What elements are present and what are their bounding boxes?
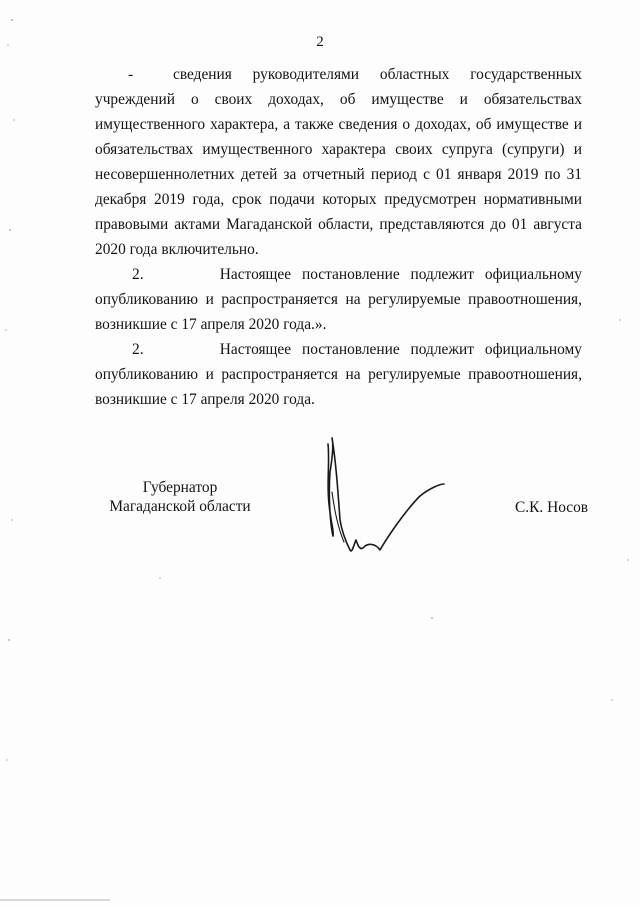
- paragraph-publication: [95, 337, 582, 412]
- signatory-name: С.К. Носов: [515, 499, 589, 516]
- paragraph-number: 2.: [132, 266, 144, 283]
- paragraph-publication-quoted: [95, 262, 582, 337]
- paragraph-text: Настоящее постановление подлежит официальному опубликованию и распространяется на регулируемые правоотношения, возникшие с 17 апреля 2020 года.: [95, 341, 582, 408]
- page-number: 2: [316, 34, 324, 50]
- signatory-title: [100, 478, 260, 516]
- list-dash: -: [128, 66, 134, 83]
- signatory-title-line1: Губернатор: [142, 479, 218, 496]
- paragraph-number: 2.: [132, 341, 144, 358]
- document-body: [95, 62, 582, 412]
- paragraph-text: Настоящее постановление подлежит официальному опубликованию и распространяется на регулируемые правоотношения, возникшие с 17 апреля 2020 года.».: [95, 266, 582, 333]
- handwritten-signature: [310, 432, 460, 567]
- signatory-title-line2: Магаданской области: [109, 498, 251, 515]
- paragraph-income-declarations: [95, 62, 582, 262]
- paragraph-text: сведения руководителями областных государственных учреждений о своих доходах, об имуществе и обязательствах имущественного характера, а также сведения о доходах, об имуществе и обязательствах имущественного характера своих супруга (супруги) и несовершеннолетних детей за отчетный период с 01 января 2019 по 31 декабря 2019 года, срок подачи которых предусмотрен нормативными правовыми актами Магаданской области, представляются до 01 августа 2020 года включительно.: [95, 66, 582, 258]
